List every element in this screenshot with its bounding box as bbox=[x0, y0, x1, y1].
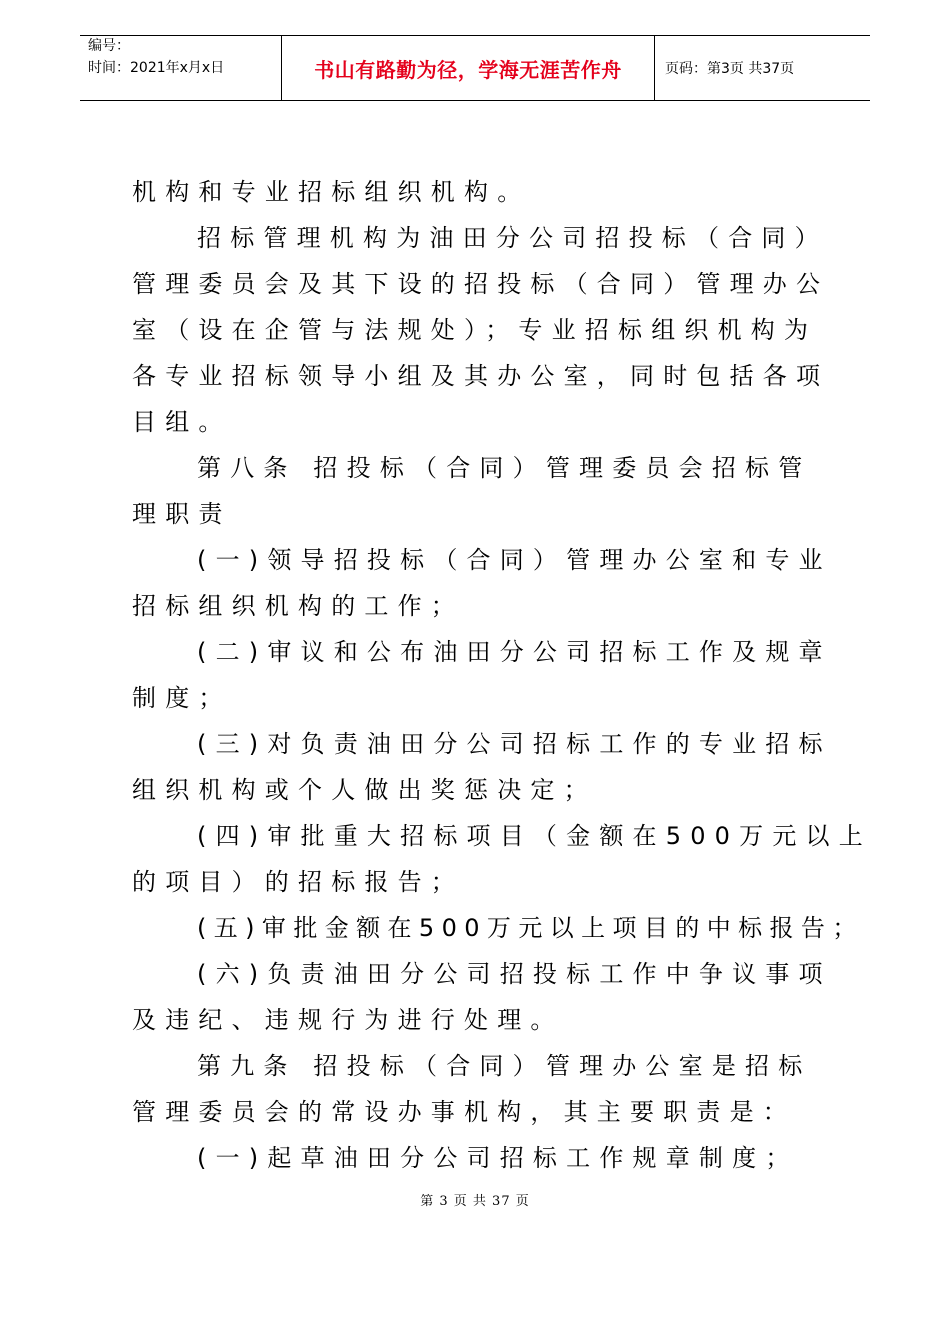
article-heading-9: 第九条 招投标（合同）管理办公室是招标 bbox=[197, 1052, 812, 1080]
header-page-cell bbox=[655, 36, 870, 100]
body-line: 招标组织机构的工作； bbox=[132, 592, 464, 620]
list-item: (四)审批重大招标项目（金额在500万元以上 bbox=[197, 822, 872, 850]
header-meta bbox=[80, 36, 282, 100]
body-line: 室（设在企管与法规处）；专业招标组织机构为 bbox=[132, 316, 818, 344]
body-line: 机构和专业招标组织机构。 bbox=[132, 178, 531, 206]
body-line: 管理委员会的常设办事机构，其主要职责是： bbox=[132, 1098, 796, 1126]
page-footer: 第 3 页 共 37 页 bbox=[420, 1194, 530, 1209]
body-line: 各专业招标领导小组及其办公室，同时包括各项 bbox=[132, 362, 830, 390]
document-number-label: 编号： bbox=[88, 38, 130, 54]
article-heading-8: 第八条 招投标（合同）管理委员会招标管 bbox=[197, 454, 812, 482]
list-item: (五)审批金额在500万元以上项目的中标报告； bbox=[197, 914, 864, 942]
list-item: (六)负责油田分公司招投标工作中争议事项 bbox=[197, 960, 832, 988]
page-header bbox=[80, 35, 870, 101]
body-line: 招标管理机构为油田分公司招投标（合同） bbox=[197, 224, 828, 252]
body-line: 目组。 bbox=[132, 408, 232, 436]
body-line: 及违纪、违规行为进行处理。 bbox=[132, 1006, 564, 1034]
body-line: 管理委员会及其下设的招投标（合同）管理办公 bbox=[132, 270, 830, 298]
body-line: 制度； bbox=[132, 684, 232, 712]
body-line: 理职责 bbox=[132, 500, 232, 528]
body-line: 的项目）的招标报告； bbox=[132, 868, 464, 896]
list-item: (一)起草油田分公司招标工作规章制度； bbox=[197, 1144, 799, 1172]
header-motto-cell bbox=[282, 36, 655, 100]
document-time-label: 时间：2021年x月x日 bbox=[88, 60, 225, 76]
list-item: (一)领导招投标（合同）管理办公室和专业 bbox=[197, 546, 832, 574]
header-page-info: 页码：第3页 共37页 bbox=[665, 61, 795, 77]
list-item: (二)审议和公布油田分公司招标工作及规章 bbox=[197, 638, 832, 666]
body-line: 组织机构或个人做出奖惩决定； bbox=[132, 776, 597, 804]
header-motto: 书山有路勤为径，学海无涯苦作舟 bbox=[314, 57, 622, 82]
list-item: (三)对负责油田分公司招标工作的专业招标 bbox=[197, 730, 832, 758]
